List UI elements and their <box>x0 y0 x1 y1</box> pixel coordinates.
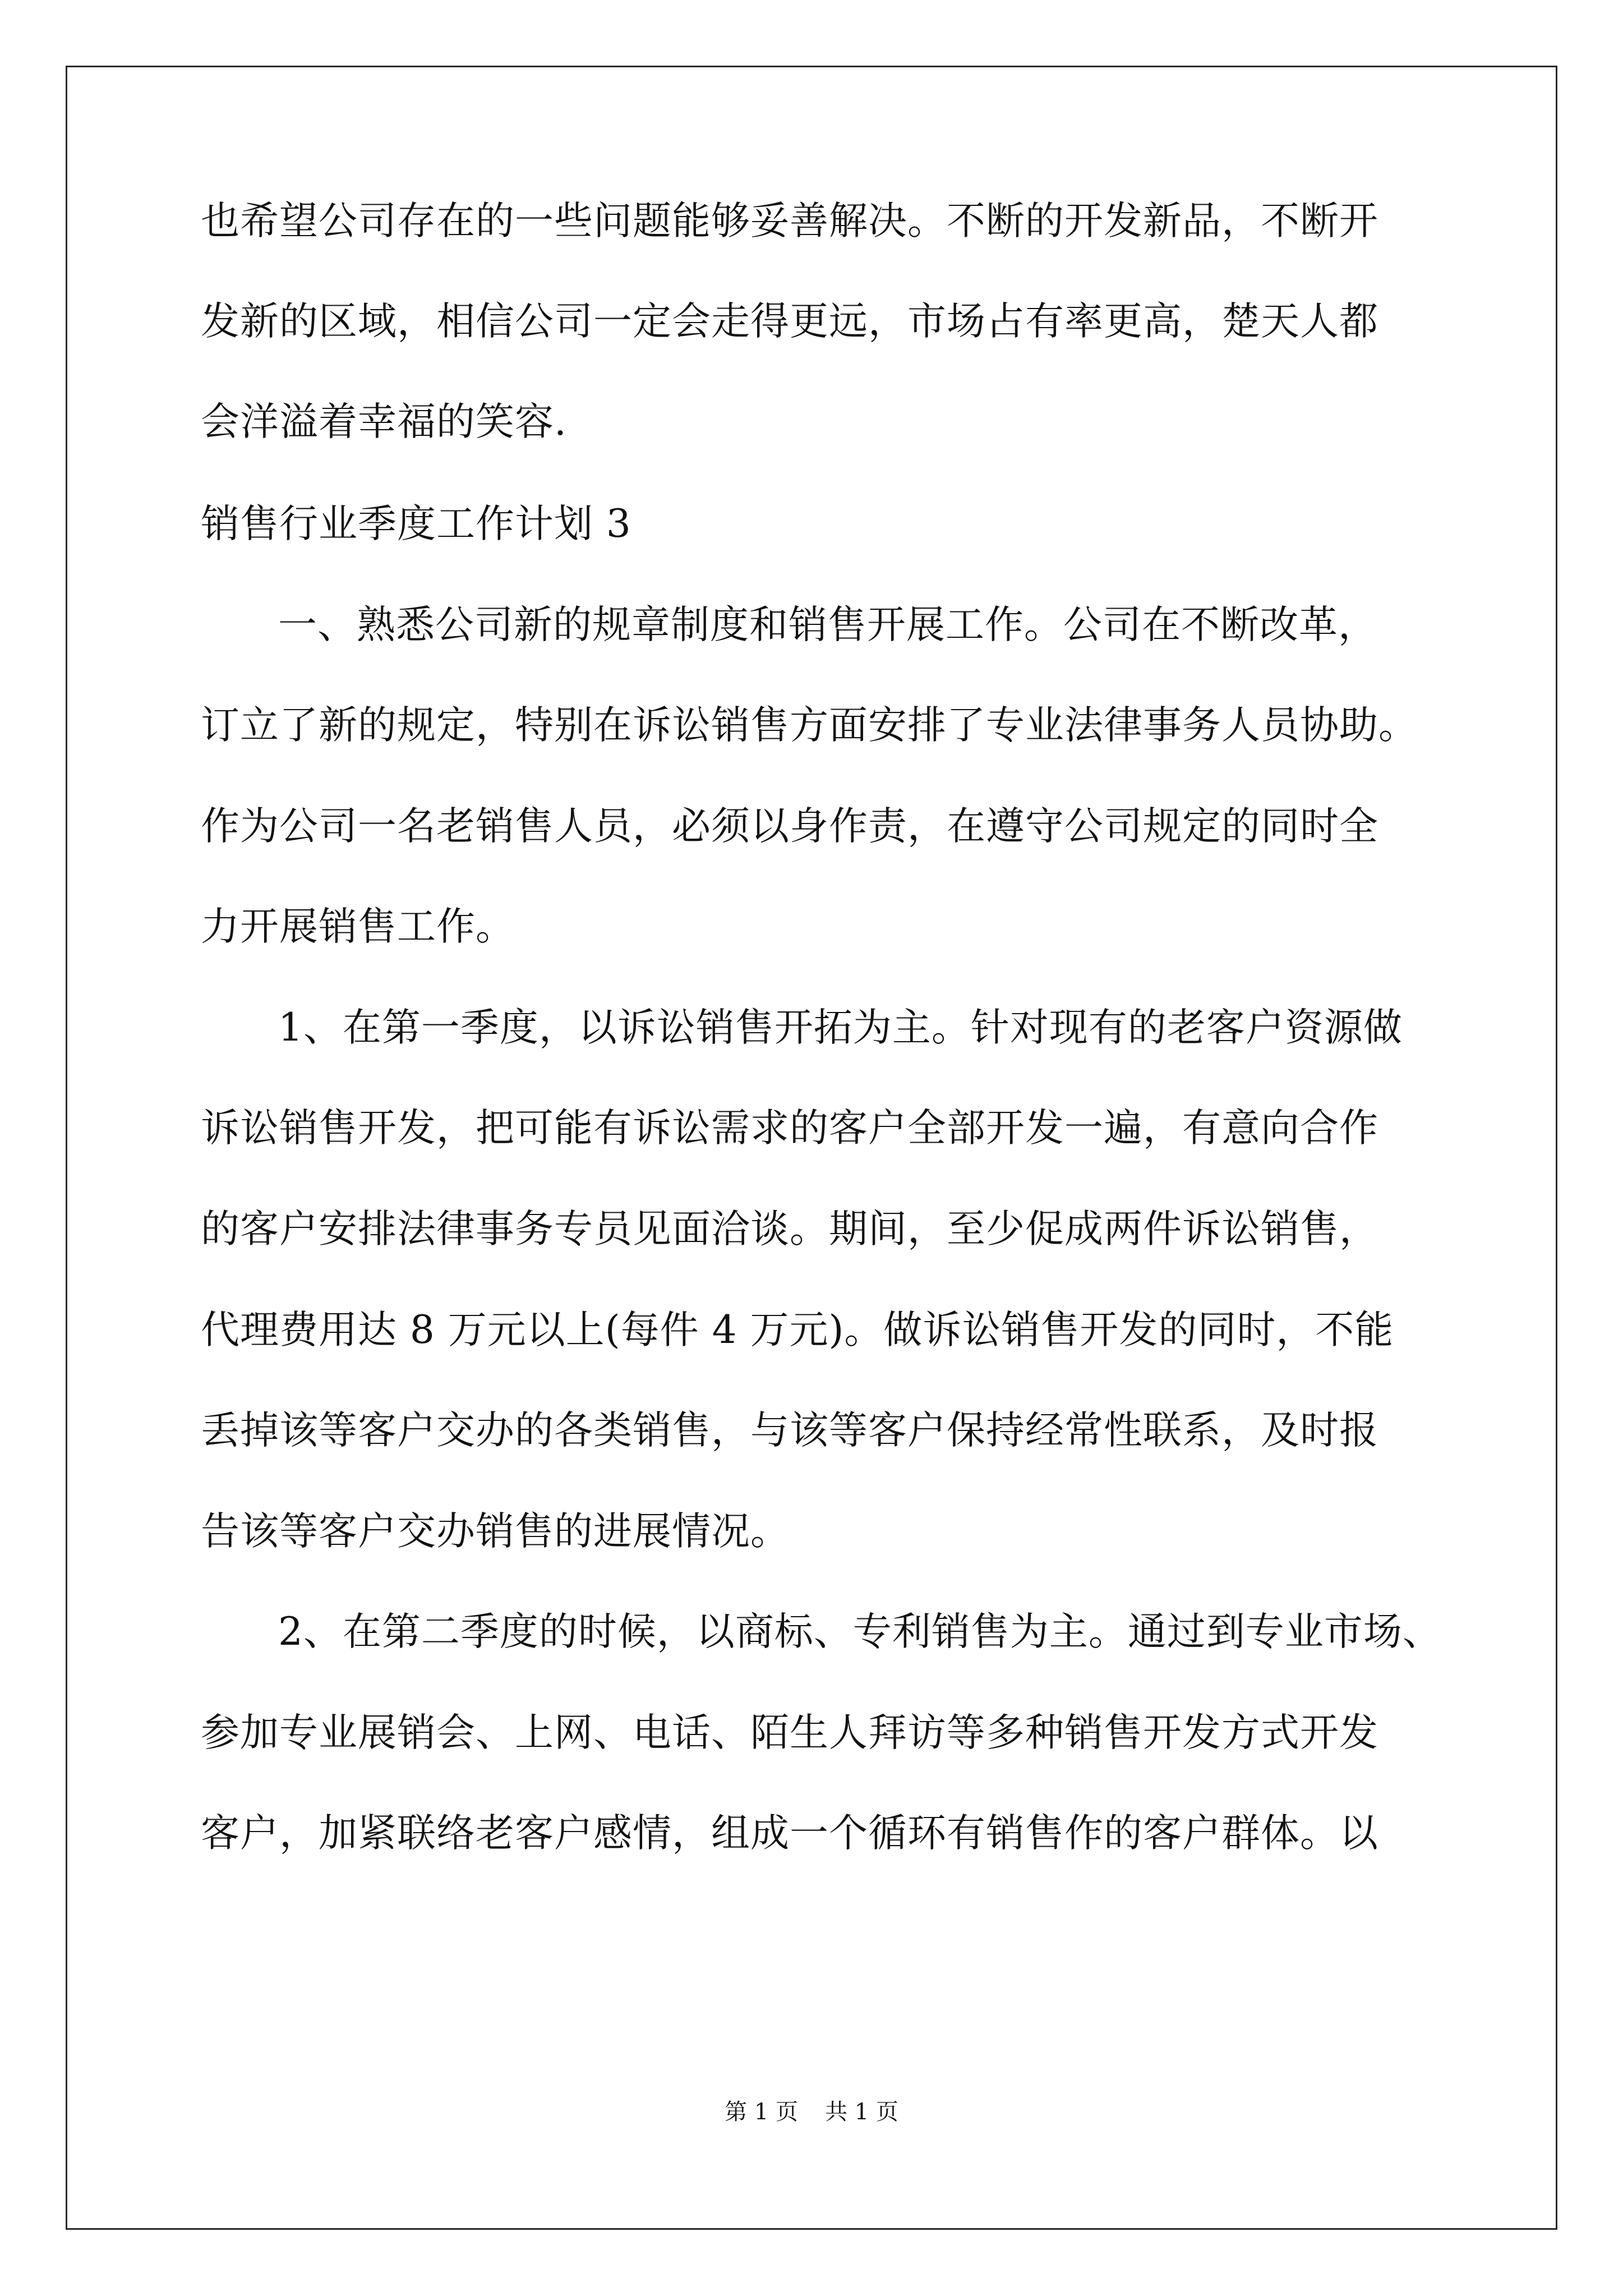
text-line: 诉讼销售开发，把可能有诉讼需求的客户全部开发一遍，有意向合作 <box>201 1106 1378 1151</box>
text-line: 告该等客户交办销售的进展情况。 <box>201 1509 790 1554</box>
paragraph-first-line: 一、熟悉公司新的规章制度和销售开展工作。公司在不断改革， <box>278 602 1377 647</box>
text-line: 的客户安排法律事务专员见面洽谈。期间，至少促成两件诉讼销售， <box>201 1207 1378 1251</box>
text-line: 作为公司一名老销售人员，必须以身作责，在遵守公司规定的同时全 <box>201 804 1378 849</box>
text-line: 客户，加紧联络老客户感情，组成一个循环有销售作的客户群体。以 <box>201 1811 1378 1856</box>
text-line: 会洋溢着幸福的笑容. <box>201 399 567 444</box>
text-line: 参加专业展销会、上网、电话、陌生人拜访等多种销售开发方式开发 <box>201 1710 1378 1755</box>
paragraph-first-line: 1、在第一季度，以诉讼销售开拓为主。针对现有的老客户资源做 <box>278 1005 1403 1050</box>
text-line: 丢掉该等客户交办的各类销售，与该等客户保持经常性联系，及时报 <box>201 1408 1378 1453</box>
text-line: 代理费用达 8 万元以上(每件 4 万元)。做诉讼销售开发的同时，不能 <box>201 1308 1394 1352</box>
page-number: 第 1 页 <box>725 2099 798 2125</box>
section-heading: 销售行业季度工作计划 3 <box>201 501 631 546</box>
page-total: 共 1 页 <box>825 2099 898 2125</box>
text-line: 也希望公司存在的一些问题能够妥善解决。不断的开发新品，不断开 <box>201 199 1378 243</box>
text-line: 发新的区域，相信公司一定会走得更远，市场占有率更高，楚天人都 <box>201 299 1378 344</box>
paragraph-first-line: 2、在第二季度的时候，以商标、专利销售为主。通过到专业市场、 <box>278 1609 1442 1654</box>
page-footer <box>0 2101 1623 2123</box>
text-line: 订立了新的规定，特别在诉讼销售方面安排了专业法律事务人员协助。 <box>201 703 1418 748</box>
text-line: 力开展销售工作。 <box>201 904 515 949</box>
